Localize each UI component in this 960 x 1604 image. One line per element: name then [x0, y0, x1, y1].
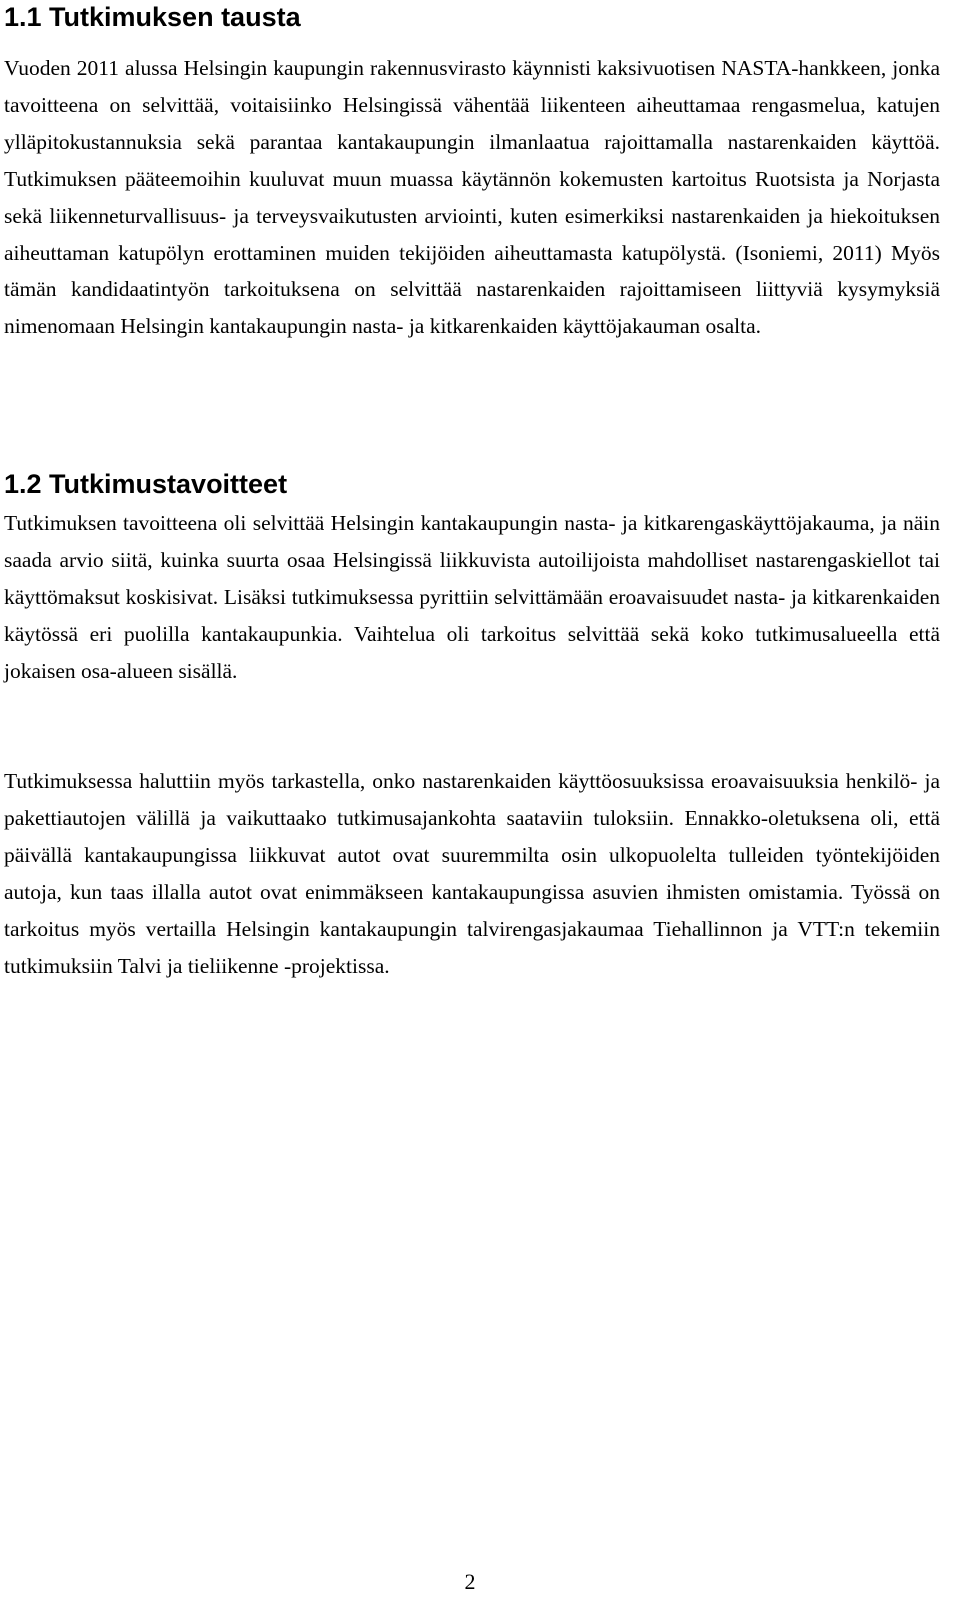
section-heading-1-2: 1.2 Tutkimustavoitteet	[4, 469, 288, 499]
section-1-2-paragraph-1: Tutkimuksen tavoitteena oli selvittää Helsingin kantakaupungin nasta- ja kitkarengaskäyttöjakauma, ja näin saada arvio siitä, kuinka suurta osaa Helsingissä liikkuvista autoilijoista mahdolliset nastarengaskiellot tai käyttömaksut koskisivat. Lisäksi tutkimuksessa pyrittiin selvittämään eroavaisuudet nasta- ja kitkarenkaiden käytössä eri puolilla kantakaupunkia. Vaihtelua oli tarkoitus selvittää sekä koko tutkimusalueella että jokaisen osa-alueen sisällä.	[4, 511, 940, 683]
section-1-1-paragraph: Vuoden 2011 alussa Helsingin kaupungin rakennusvirasto käynnisti kaksivuotisen NASTA-hankkeen, jonka tavoitteena on selvittää, voitaisiinko Helsingissä vähentää liikenteen aiheuttamaa rengasmelua, katujen ylläpitokustannuksia sekä parantaa kantakaupungin ilmanlaatua rajoittamalla nastarenkaiden käyttöä. Tutkimuksen pääteemoihin kuuluvat muun muassa käytännön kokemusten kartoitus Ruotsista ja Norjasta sekä liikenneturvallisuus- ja terveysvaikutusten arviointi, kuten esimerkiksi nastarenkaiden ja hiekoituksen aiheuttaman katupölyn erottaminen muiden tekijöiden aiheuttamasta katupölystä. (Isoniemi, 2011) Myös tämän kandidaatintyön tarkoituksena on selvittää nastarenkaiden rajoittamiseen liittyviä kysymyksiä nimenomaan Helsingin kantakaupungin nasta- ja kitkarenkaiden käyttöjakauman osalta.	[4, 56, 940, 339]
section-1-2-paragraph-2: Tutkimuksessa haluttiin myös tarkastella, onko nastarenkaiden käyttöosuuksissa eroavaisuuksia henkilö- ja pakettiautojen välillä ja vaikuttaako tutkimusajankohta saataviin tuloksiin. Ennakko-oletuksena oli, että päivällä kantakaupungissa liikkuvat autot ovat suuremmilta osin ulkopuolelta tulleiden työntekijöiden autoja, kun taas illalla autot ovat enimmäkseen kantakaupungissa asuvien ihmisten omistamia. Työssä on tarkoitus myös vertailla Helsingin kantakaupungin talvirengasjakaumaa Tiehallinnon ja VTT:n tekemiin tutkimuksiin Talvi ja tieliikenne -projektissa.	[4, 769, 940, 978]
page-number: 2	[464, 1569, 476, 1594]
section-heading-1-1: 1.1 Tutkimuksen tausta	[4, 2, 301, 32]
